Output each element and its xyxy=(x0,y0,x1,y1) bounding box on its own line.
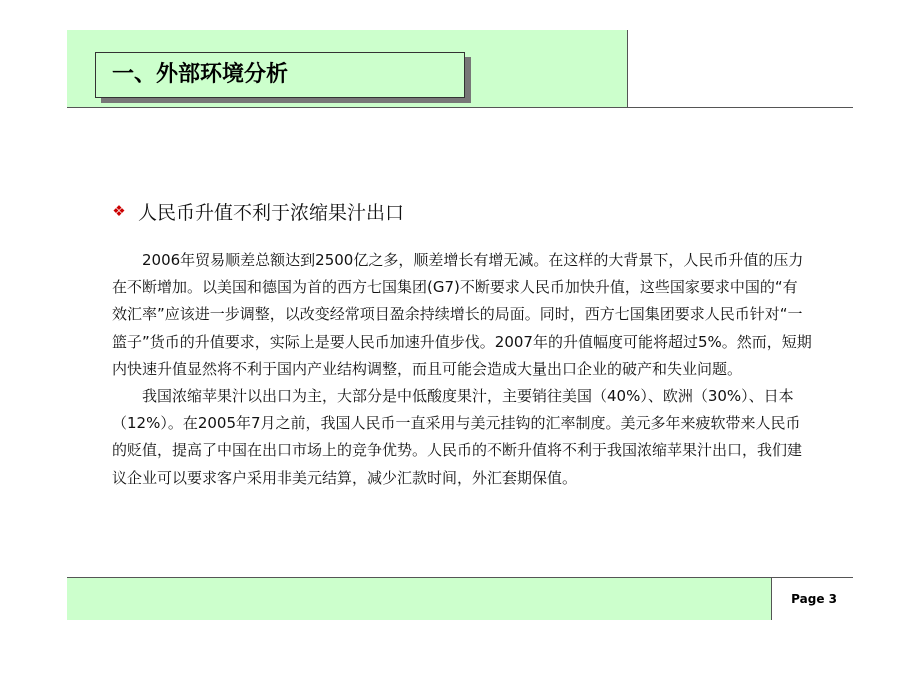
footer-band xyxy=(67,578,853,620)
diamond-bullet-icon: ❖ xyxy=(112,202,126,220)
title-box xyxy=(95,52,465,98)
footer-divider-vertical xyxy=(771,577,772,620)
section-heading-text: 人民币升值不利于浓缩果汁出口 xyxy=(138,201,405,224)
body-paragraph-1: 2006年贸易顺差总额达到2500亿之多，顺差增长有增无减。在这样的大背景下，人民币升值的压力在不断增加。以美国和德国为首的西方七国集团(G7)不断要求人民币加快升值，这些国家要求中国的“有效汇率”应该进一步调整，以改变经常项目盈余持续增长的局面。同时，西方七国集团要求人民币针对“一篮子”货币的升值要求，实际上是要人民币加速升值步伐。2007年的升值幅度可能将超过5%。然而，短期内快速升值显然将不利于国内产业结构调整，而且可能会造成大量出口企业的破产和失业问题。 xyxy=(112,251,812,378)
body-text xyxy=(112,247,812,492)
page-number-cell xyxy=(772,578,853,620)
slide-title: 一、外部环境分析 xyxy=(112,62,289,87)
header-divider-horizontal xyxy=(67,107,853,108)
section-heading xyxy=(108,197,404,225)
header-divider-vertical xyxy=(627,30,628,108)
footer-divider-horizontal xyxy=(67,577,853,578)
body-paragraph-2: 我国浓缩苹果汁以出口为主，大部分是中低酸度果汁，主要销往美国（40%）、欧洲（30%）、日本（12%）。在2005年7月之前，我国人民币一直采用与美元挂钩的汇率制度。美元多年来疲软带来人民币的贬值，提高了中国在出口市场上的竞争优势。人民币的不断升值将不利于我国浓缩苹果汁出口，我们建议企业可以要求客户采用非美元结算，减少汇款时间，外汇套期保值。 xyxy=(112,387,803,487)
page-number: Page 3 xyxy=(791,592,837,606)
